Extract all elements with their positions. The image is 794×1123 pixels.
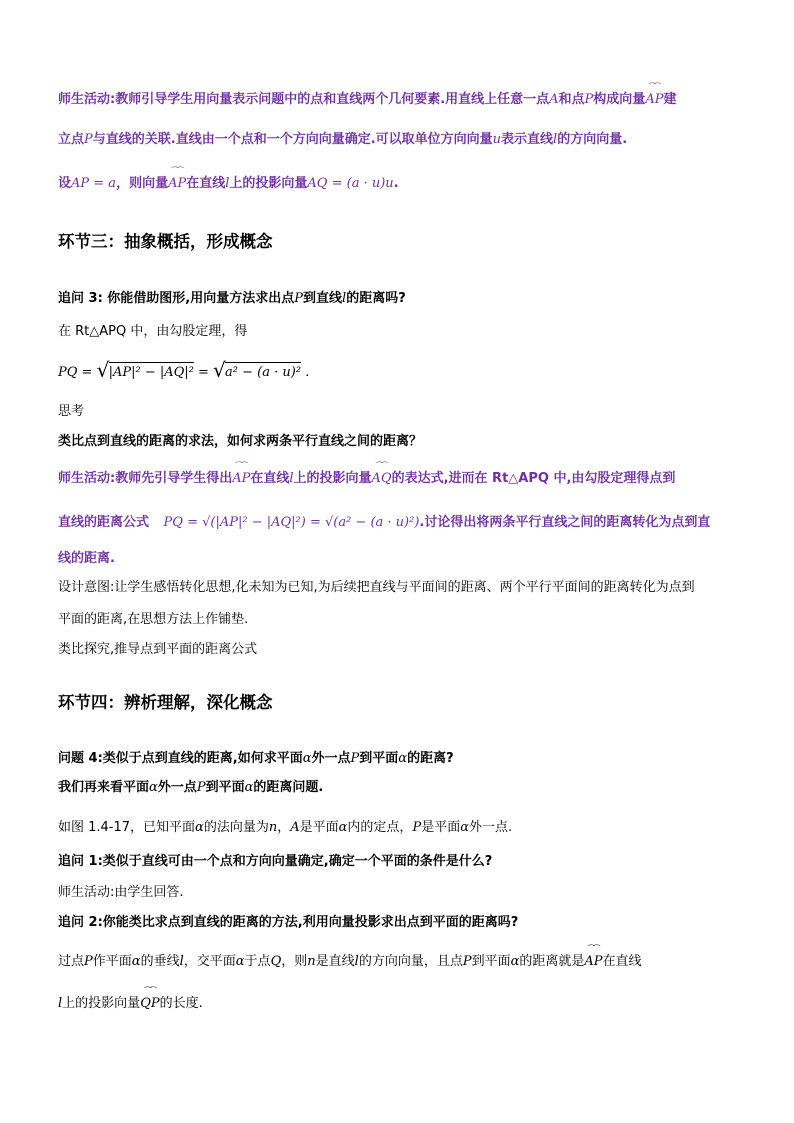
formula-1 [58,362,309,380]
text: ， [277,820,291,835]
text: 的距离就是 [519,954,585,969]
math-n: n [268,820,278,835]
math-p: P [294,291,303,306]
followup-2: 追问 2:你能类比求点到直线的距离的方法,利用向量投影求出点到平面的距离吗? [58,915,519,930]
text: 内的定点， [347,820,413,835]
math-q: Q [270,954,282,969]
math-p: P [584,92,594,107]
text: 的方向向量. [557,132,628,147]
formula-inner-2: a² − (a · u)² [225,362,301,380]
text: 的距离吗? [346,291,406,306]
math-alpha: α [302,751,312,766]
section-4-heading: 环节四：辨析理解，深化概念 [58,693,273,712]
text: 建 [663,92,677,107]
followup-1: 追问 1:类似于直线可由一个点和方向向量确定,确定一个平面的条件是什么? [58,854,493,869]
text: 到直线 [303,291,343,306]
distance-formula: PQ = √(|AP|² − |AQ|²) = √(a² − (a · u)²) [163,515,420,530]
rt-triangle-line: 在 Rt△APQ 中，由勾股定理，得 [58,324,248,339]
math-n: n [307,954,316,969]
vector-ap: ⁀⁀ AP [645,92,663,107]
math-p: P [462,954,472,969]
math-alpha: α [244,780,254,795]
text: 在直线 [186,176,226,191]
vector-ap: ⁀⁀ AP [168,176,186,191]
text: 是平面 [421,820,461,835]
text: 设 [58,176,72,191]
math-l: l [225,176,230,191]
math-l: l [342,291,347,306]
text: 到平面 [205,780,245,795]
math-alpha: α [510,954,520,969]
text: 是直线 [315,954,355,969]
text: ，则 [281,954,308,969]
text: 师生活动:教师先引导学生得出 [58,471,233,486]
text: 是平面 [299,820,339,835]
vector-ap: ⁀⁀ AP [232,471,250,486]
math-alpha: α [460,820,469,835]
text: 的法向量为 [203,820,269,835]
math-p: P [84,954,93,969]
vector-aq: ⁀⁀ AQ [372,471,392,486]
math-expr-ap: AP = a [71,176,117,191]
math-alpha: α [149,780,158,795]
text: 到平面 [359,751,399,766]
math-alpha: α [235,954,245,969]
text: 在直线 [602,954,642,969]
vector-ap: ⁀⁀ AP [584,954,602,969]
text: 与直线的关联.直线由一个点和一个方向向量确定.可以取单位方向向量 [92,132,493,147]
math-p: P [350,751,360,766]
text: . [305,365,310,380]
math-p: P [196,780,206,795]
text: 直线的距离公式 [58,515,150,530]
text: 的表达式,进而在 Rt△APQ 中,由勾股定理得点到 [391,471,676,486]
design-intent-line1: 设计意图:让学生感悟转化思想,化未知为已知,为后续把直线与平面间的距离、两个平行平面间的距离转化为点到 [58,580,695,595]
text: 上的投影向量 [229,176,308,191]
math-alpha: α [131,954,141,969]
formula-inner: |AP|² − |AQ|² [109,362,194,380]
teacher-activity-3: 师生活动:由学生回答. [58,885,184,900]
text: 外一点 [311,751,351,766]
text: 作平面 [92,954,132,969]
math-alpha: α [195,820,204,835]
perpendicular-line-2 [58,992,203,1011]
text: 外一点 [157,780,197,795]
teacher-activity-2-line1 [58,467,675,486]
text: 的长度. [159,996,203,1011]
math-p: P [84,132,93,147]
text: ，交平面 [183,954,236,969]
text: 上的投影向量 [62,996,141,1011]
section-3-heading: 环节三：抽象概括，形成概念 [58,232,273,251]
text: 我们再来看平面 [58,780,150,795]
text: 在直线 [250,471,290,486]
sqrt-1 [99,362,194,380]
teacher-activity-1-line2 [58,128,627,147]
followup-3 [58,287,406,306]
text: 的垂线 [140,954,180,969]
text: 如图 1.4-17，已知平面 [58,820,196,835]
math-u: u [492,132,502,147]
teacher-activity-2-line2 [58,511,710,530]
vector-qp: ⁀⁀ QP [140,996,159,1011]
question-4 [58,747,454,766]
math-alpha: α [398,751,408,766]
text: 追问 3: 你能借助图形,用向量方法求出点 [58,291,295,306]
text: 过点 [58,954,85,969]
text: 立点 [58,132,85,147]
perpendicular-line [58,950,642,969]
math-p: P [412,820,422,835]
setup-line [58,172,399,191]
formula-lhs: PQ = [58,365,93,380]
text: ，则向量 [116,176,169,191]
look-again-line [58,776,323,795]
text: 表示直线 [501,132,554,147]
analogy-explore: 类比探究,推导点到平面的距离公式 [58,642,258,657]
text: 的距离? [407,751,454,766]
sqrt-2 [215,362,301,380]
text: 的距离问题. [253,780,324,795]
text: 问题 4:类似于点到直线的距离,如何求平面 [58,751,303,766]
text: . [393,176,399,191]
analogy-question: 类比点到直线的距离的求法，如何求两条平行直线之间的距离？ [58,434,423,449]
math-l: l [289,471,294,486]
text: 构成向量 [593,92,646,107]
math-expr-aq: AQ = (a · u)u [307,176,394,191]
math-alpha: α [338,820,348,835]
design-intent-line2: 平面的距离,在思想方法上作铺垫. [58,612,249,627]
math-l: l [58,996,63,1011]
teacher-activity-1-line1 [58,88,676,107]
text: 到平面 [471,954,511,969]
text: 师生活动:教师引导学生用向量表示问题中的点和直线两个几何要素.用直线上任意一点 [58,92,550,107]
text: 外一点. [468,820,513,835]
text: 和点 [558,92,585,107]
math-a: A [549,92,559,107]
text: 于点 [244,954,271,969]
math-a: A [290,820,300,835]
math-l: l [354,954,359,969]
teacher-activity-2-line3: 线的距离. [58,551,115,566]
math-l: l [553,132,558,147]
math-l: l [179,954,184,969]
text: .讨论得出将两条平行直线之间的距离转化为点到直 [419,515,711,530]
text: 的方向向量，且点 [358,954,463,969]
text: 上的投影向量 [293,471,372,486]
think-label: 思考 [58,404,85,419]
figure-line [58,816,512,835]
formula-eq: = [198,365,209,380]
